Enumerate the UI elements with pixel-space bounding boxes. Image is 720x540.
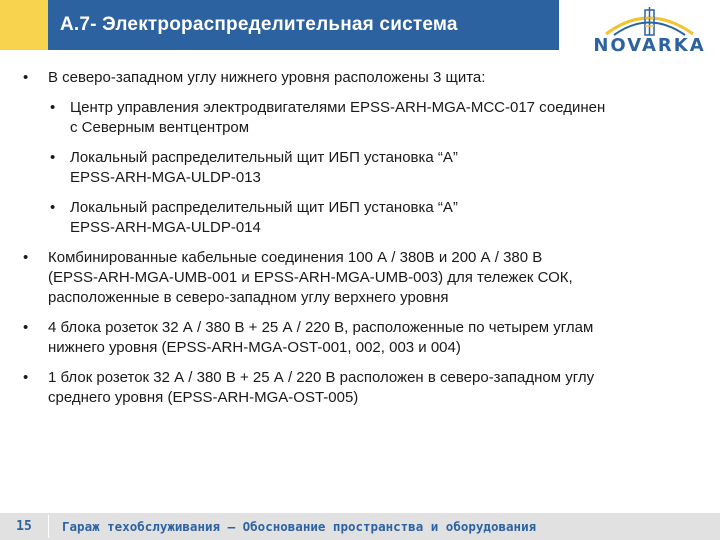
logo-wordmark: NOVARKA bbox=[593, 35, 706, 56]
footer-divider bbox=[48, 515, 49, 538]
bullet-icon: • bbox=[50, 99, 56, 116]
list-item bbox=[0, 318, 700, 358]
novarka-logo bbox=[592, 4, 707, 64]
list-item-text: Локальный распределительный щит ИБП установка “А” EPSS-ARH-MGA-ULDP-013 bbox=[70, 149, 458, 186]
list-item bbox=[0, 248, 700, 308]
bullet-icon: • bbox=[23, 249, 29, 266]
page-number: 15 bbox=[16, 519, 32, 534]
bullet-icon: • bbox=[50, 199, 56, 216]
sub-list-item bbox=[0, 198, 700, 238]
list-item-text: Комбинированные кабельные соединения 100 А / 380В и 200 А / 380 В (EPSS-ARH-MGA-UMB-001 и EPSS-ARH-MGA-UMB-003) для тележек СОК, расположенные в северо-западном углу верхнего уровня bbox=[48, 249, 573, 306]
bullet-list bbox=[0, 68, 700, 418]
list-item-text: Локальный распределительный щит ИБП установка “А” EPSS-ARH-MGA-ULDP-014 bbox=[70, 199, 458, 236]
list-item-text: 4 блока розеток 32 А / 380 В + 25 А / 220 В, расположенные по четырем углам нижнего уровня (EPSS-ARH-MGA-OST-001, 002, 003 и 004) bbox=[48, 319, 594, 356]
header-accent-block bbox=[0, 0, 48, 50]
bullet-icon: • bbox=[23, 319, 29, 336]
page-title: А.7- Электрораспределительная система bbox=[48, 0, 559, 50]
list-item bbox=[0, 68, 700, 88]
sub-list-item bbox=[0, 98, 700, 138]
logo-emblem-icon bbox=[592, 4, 707, 38]
list-item bbox=[0, 368, 700, 408]
footer-bar bbox=[0, 513, 720, 540]
list-item-text: В северо-западном углу нижнего уровня расположены 3 щита: bbox=[48, 69, 486, 86]
list-item-text: Центр управления электродвигателями EPSS-ARH-MGA-MCC-017 соединен с Северным вентцентром bbox=[70, 99, 606, 136]
bullet-icon: • bbox=[50, 149, 56, 166]
sub-list-item bbox=[0, 148, 700, 188]
bullet-icon: • bbox=[23, 69, 29, 86]
footer-caption: Гараж техобслуживания – Обоснование пространства и оборудования bbox=[62, 519, 537, 534]
bullet-icon: • bbox=[23, 369, 29, 386]
list-item-text: 1 блок розеток 32 А / 380 В + 25 А / 220 В расположен в северо-западном углу среднего уровня (EPSS-ARH-MGA-OST-005) bbox=[48, 369, 595, 406]
